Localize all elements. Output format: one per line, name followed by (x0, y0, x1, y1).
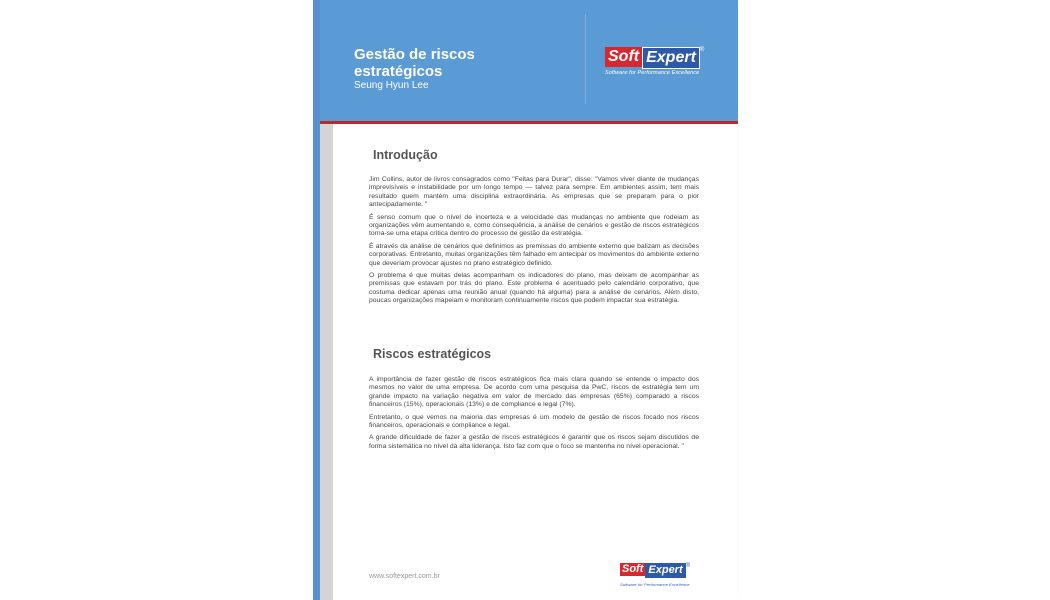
logo-soft-text: Soft (622, 563, 644, 575)
section-title-intro: Introdução (373, 148, 438, 162)
paragraph: A grande dificuldade de fazer a gestão de riscos estratégicos é garantir que os riscos sejam discutidos de forma sistemática no nível da alta liderança. Isto faz com que o foco se mantenha no nível operacional. " (369, 434, 699, 450)
section-title-risks: Riscos estratégicos (373, 347, 492, 361)
logo-expert-text: Expert (642, 47, 700, 69)
page-side-strip (313, 0, 320, 600)
paragraph: É através da análise de cenários que definimos as premissas do ambiente externo que balizam as decisões corporativas. Entretanto, muitas organizações têm falhado em antecipar os movimentos do ambiente externo que deveriam provocar ajustes no plano estratégico definido. (369, 242, 699, 267)
section-body-risks (369, 376, 699, 455)
document-title: Gestão de riscos estratégicos (354, 46, 475, 80)
softexpert-logo-footer (620, 563, 690, 587)
header-red-line (320, 121, 738, 124)
logo-registered-mark: ® (699, 47, 705, 53)
paragraph: O problema é que muitas delas acompanham os indicadores do plano, mas deixam de acompanhar as premissas que estavam por trás do plano. Este problema é acentuado pelo calendário corporativo, que costuma dedicar apenas uma reunião anual (quando há alguma) para a análise de cenários. Além disto, poucas organizações mapeiam e monitoram continuamente riscos que podem impactar sua estratégia. (369, 272, 699, 305)
logo-registered-mark: ® (685, 563, 691, 569)
paragraph: Entretanto, o que vemos na maioria das empresas é um modelo de gestão de riscos focado nos riscos financeiros, operacionais e compliance e legal. (369, 413, 699, 430)
footer-url[interactable]: www.softexpert.com.br (369, 573, 440, 580)
paragraph: A importância de fazer gestão de riscos estratégicos fica mais clara quando se entende o impacto dos mesmos no valor de uma empresa. De acordo com uma pesquisa da PwC, riscos de estratégia tem um grande impacto na variação negativa em valor de mercado das empresas (65%) comparado a riscos financeiros (15%), operacionais (13%) e de compliance e legal (7%). (369, 376, 699, 409)
document-page (313, 0, 738, 600)
section-body-intro (369, 176, 699, 310)
page-side-gray-bar (320, 123, 333, 600)
header-divider (585, 14, 586, 104)
logo-tagline: Software for Performance Excellence (605, 70, 700, 76)
logo-tagline: Software for Performance Excellence (620, 582, 690, 587)
logo-expert-text: Expert (645, 563, 685, 578)
paragraph: Jim Collins, autor de livros consagrados como "Feitas para Durar", disse: "Vamos viver diante de mudanças imprevisíveis e instabilidade por um longo tempo — talvez para sempre. Em ambientes assim, tem mais resultado quem mantém uma disciplina extraordinária. As empresas que se preparam para o pior antecipadamente. " (369, 176, 699, 209)
document-author: Seung Hyun Lee (354, 80, 429, 91)
logo-soft-text: Soft (605, 47, 642, 67)
paragraph: É senso comum que o nível de incerteza e a velocidade das mudanças no ambiente que rodeiam as organizações vêm aumentando e, como consequência, a análise de cenários e gestão de riscos estratégicos torna-se uma etapa crítica dentro do processo de gestão da estratégia. (369, 213, 699, 238)
softexpert-logo (605, 47, 704, 76)
